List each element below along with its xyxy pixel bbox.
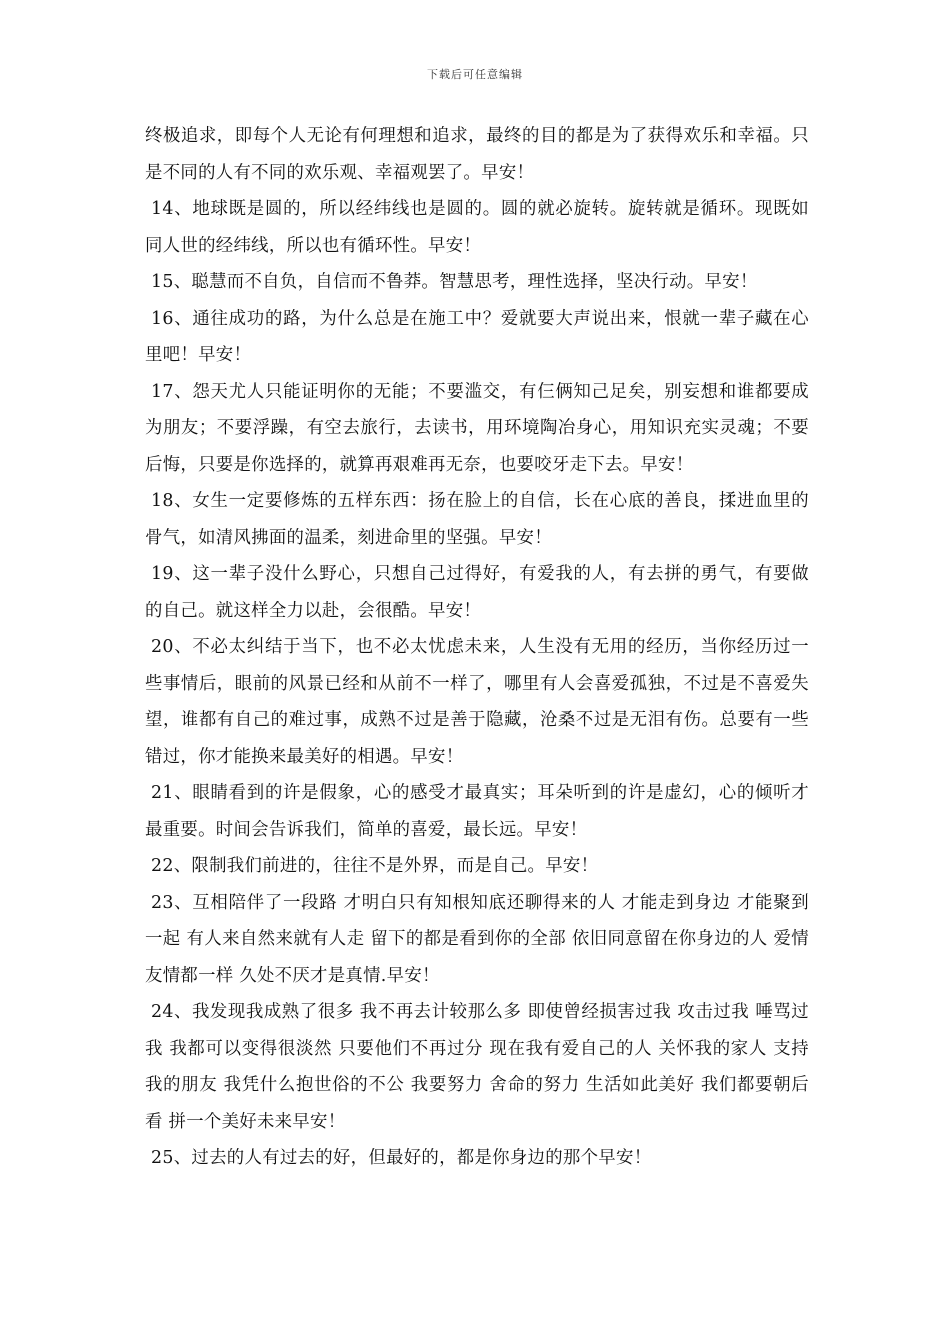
page-header: 下载后可任意编辑 xyxy=(427,68,523,81)
paragraph-22: 22、限制我们前进的，往往不是外界，而是自己。早安！ xyxy=(151,856,599,876)
paragraph-20: 20、不必太纠结于当下，也不必太忧虑未来，人生没有无用的经历，当你经历过一些事情后，眼前的风景已经和从前不一样了，哪里有人会喜爱孤独，不过是不喜爱失望，谁都有自己的难过事，成熟不过是善于隐藏，沧桑不过是无泪有伤。总要有一些错过，你才能换来最美好的相遇。早安！ xyxy=(145,637,809,767)
paragraph-23: 23、互相陪伴了一段路 才明白只有知根知底还聊得来的人 才能走到身边 才能聚到一起 有人来自然来就有人走 留下的都是看到你的全部 依旧同意留在你身边的人 爱情友情都一样 久处不厌才是真情.早安！ xyxy=(145,892,809,986)
paragraph-21: 21、眼睛看到的许是假象，心的感受才最真实；耳朵听到的许是虚幻，心的倾听才最重要。时间会告诉我们，简单的喜爱，最长远。早安！ xyxy=(145,783,809,840)
paragraph-15: 15、聪慧而不自负，自信而不鲁莽。智慧思考，理性选择，坚决行动。早安！ xyxy=(151,272,758,292)
paragraph-19: 19、这一辈子没什么野心，只想自己过得好，有爱我的人，有去拼的勇气，有要做的自己。就这样全力以赴，会很酷。早安！ xyxy=(145,564,809,621)
paragraph-24: 24、我发现我成熟了很多 我不再去计较那么多 即使曾经损害过我 攻击过我 唾骂过我 我都可以变得很淡然 只要他们不再过分 现在我有爱自己的人 关怀我的家人 支持我的朋友 我凭什么抱世俗的不公 我要努力 舍命的努力 生活如此美好 我们都要朝后看 拼一个美好未来早安！ xyxy=(145,1002,809,1132)
document-body xyxy=(145,118,809,1177)
paragraph-25: 25、过去的人有过去的好，但最好的，都是你身边的那个早安！ xyxy=(151,1148,652,1168)
paragraph-14: 14、地球既是圆的，所以经纬线也是圆的。圆的就必旋转。旋转就是循环。现既如同人世的经纬线，所以也有循环性。早安！ xyxy=(145,199,809,256)
paragraph-16: 16、通往成功的路，为什么总是在施工中？爱就要大声说出来，恨就一辈子藏在心里吧！早安！ xyxy=(145,308,809,365)
paragraph-17: 17、怨天尤人只能证明你的无能；不要滥交，有仨俩知己足矣，别妄想和谁都要成为朋友；不要浮躁，有空去旅行，去读书，用环境陶冶身心，用知识充实灵魂；不要后悔，只要是你选择的，就算再艰难再无奈，也要咬牙走下去。早安！ xyxy=(145,381,809,475)
paragraph-continuation: 终极追求，即每个人无论有何理想和追求，最终的目的都是为了获得欢乐和幸福。只是不同的人有不同的欢乐观、幸福观罢了。早安！ xyxy=(145,126,809,183)
paragraph-18: 18、女生一定要修炼的五样东西：扬在脸上的自信，长在心底的善良，揉进血里的骨气，如清风拂面的温柔，刻进命里的坚强。早安！ xyxy=(145,491,809,548)
